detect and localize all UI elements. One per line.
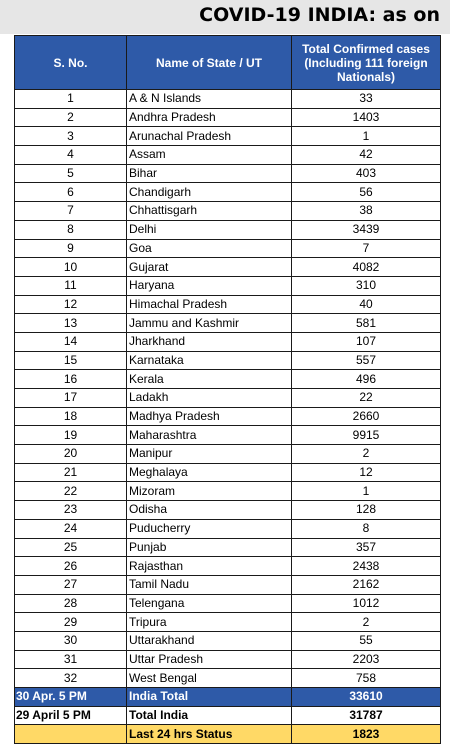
- row-sno: 24: [15, 519, 127, 538]
- row-sno: 5: [15, 164, 127, 183]
- table-row: [15, 463, 441, 482]
- total-cases: 33610: [292, 688, 441, 707]
- row-sno: 8: [15, 220, 127, 239]
- row-cases: 496: [292, 370, 441, 389]
- row-sno: 2: [15, 108, 127, 127]
- table-row: [15, 220, 441, 239]
- row-state-name: Tripura: [127, 613, 292, 632]
- row-sno: 23: [15, 501, 127, 520]
- row-cases: 1: [292, 482, 441, 501]
- row-state-name: A & N Islands: [127, 90, 292, 109]
- table-row: [15, 631, 441, 650]
- row-cases: 3439: [292, 220, 441, 239]
- row-state-name: Chhattisgarh: [127, 202, 292, 221]
- row-sno: 6: [15, 183, 127, 202]
- total-date: 30 Apr. 5 PM: [15, 688, 127, 707]
- row-sno: 17: [15, 389, 127, 408]
- table-row: [15, 164, 441, 183]
- row-state-name: Punjab: [127, 538, 292, 557]
- row-state-name: Gujarat: [127, 258, 292, 277]
- row-state-name: West Bengal: [127, 669, 292, 688]
- row-state-name: Himachal Pradesh: [127, 295, 292, 314]
- previous-date: 29 April 5 PM: [15, 706, 127, 725]
- row-cases: 9915: [292, 426, 441, 445]
- total-label: India Total: [127, 688, 292, 707]
- row-state-name: Madhya Pradesh: [127, 407, 292, 426]
- row-state-name: Karnataka: [127, 351, 292, 370]
- row-sno: 16: [15, 370, 127, 389]
- table-row: [15, 613, 441, 632]
- row-cases: 4082: [292, 258, 441, 277]
- last-24hrs-row: [15, 725, 441, 744]
- row-sno: 1: [15, 90, 127, 109]
- cases-table: [14, 35, 441, 744]
- row-sno: 3: [15, 127, 127, 146]
- table-row: [15, 295, 441, 314]
- last-24hrs-label: Last 24 hrs Status: [127, 725, 292, 744]
- table-row: [15, 108, 441, 127]
- row-cases: 2: [292, 445, 441, 464]
- table-row: [15, 127, 441, 146]
- row-sno: 26: [15, 557, 127, 576]
- row-sno: 11: [15, 276, 127, 295]
- row-sno: 14: [15, 332, 127, 351]
- row-sno: 21: [15, 463, 127, 482]
- row-cases: 40: [292, 295, 441, 314]
- row-cases: 33: [292, 90, 441, 109]
- last-24hrs-empty: [15, 725, 127, 744]
- row-cases: 12: [292, 463, 441, 482]
- table-row: [15, 407, 441, 426]
- row-cases: 7: [292, 239, 441, 258]
- header-cases: Total Confirmed cases (Including 111 foreign Nationals): [292, 36, 441, 90]
- row-state-name: Kerala: [127, 370, 292, 389]
- row-cases: 357: [292, 538, 441, 557]
- table-row: [15, 183, 441, 202]
- row-cases: 22: [292, 389, 441, 408]
- header-name: Name of State / UT: [127, 36, 292, 90]
- table-row: [15, 258, 441, 277]
- row-cases: 38: [292, 202, 441, 221]
- total-row: [15, 688, 441, 707]
- row-state-name: Manipur: [127, 445, 292, 464]
- row-state-name: Puducherry: [127, 519, 292, 538]
- row-state-name: Maharashtra: [127, 426, 292, 445]
- row-state-name: Mizoram: [127, 482, 292, 501]
- row-state-name: Assam: [127, 146, 292, 165]
- table-row: [15, 370, 441, 389]
- row-sno: 25: [15, 538, 127, 557]
- table-row: [15, 239, 441, 258]
- row-sno: 19: [15, 426, 127, 445]
- row-state-name: Jammu and Kashmir: [127, 314, 292, 333]
- row-cases: 581: [292, 314, 441, 333]
- row-cases: 2203: [292, 650, 441, 669]
- row-sno: 13: [15, 314, 127, 333]
- row-sno: 4: [15, 146, 127, 165]
- table-row: [15, 332, 441, 351]
- row-state-name: Meghalaya: [127, 463, 292, 482]
- row-sno: 10: [15, 258, 127, 277]
- table-row: [15, 314, 441, 333]
- row-cases: 310: [292, 276, 441, 295]
- row-cases: 107: [292, 332, 441, 351]
- row-cases: 55: [292, 631, 441, 650]
- previous-cases: 31787: [292, 706, 441, 725]
- row-state-name: Jharkhand: [127, 332, 292, 351]
- row-cases: 758: [292, 669, 441, 688]
- row-cases: 2438: [292, 557, 441, 576]
- row-sno: 29: [15, 613, 127, 632]
- table-row: [15, 650, 441, 669]
- row-state-name: Bihar: [127, 164, 292, 183]
- row-state-name: Odisha: [127, 501, 292, 520]
- previous-total-row: [15, 706, 441, 725]
- table-row: [15, 482, 441, 501]
- row-state-name: Delhi: [127, 220, 292, 239]
- table-row: [15, 669, 441, 688]
- row-cases: 1: [292, 127, 441, 146]
- row-cases: 557: [292, 351, 441, 370]
- row-state-name: Goa: [127, 239, 292, 258]
- row-state-name: Uttar Pradesh: [127, 650, 292, 669]
- table-row: [15, 146, 441, 165]
- table-row: [15, 519, 441, 538]
- row-cases: 56: [292, 183, 441, 202]
- row-sno: 9: [15, 239, 127, 258]
- page-title: COVID-19 INDIA: as on: [199, 4, 440, 26]
- row-sno: 27: [15, 575, 127, 594]
- row-cases: 1403: [292, 108, 441, 127]
- previous-label: Total India: [127, 706, 292, 725]
- last-24hrs-cases: 1823: [292, 725, 441, 744]
- row-state-name: Arunachal Pradesh: [127, 127, 292, 146]
- row-state-name: Ladakh: [127, 389, 292, 408]
- row-state-name: Rajasthan: [127, 557, 292, 576]
- table-row: [15, 445, 441, 464]
- row-sno: 15: [15, 351, 127, 370]
- row-state-name: Uttarakhand: [127, 631, 292, 650]
- row-cases: 2: [292, 613, 441, 632]
- table-row: [15, 389, 441, 408]
- row-cases: 8: [292, 519, 441, 538]
- row-sno: 28: [15, 594, 127, 613]
- row-cases: 2162: [292, 575, 441, 594]
- header-row: [15, 36, 441, 90]
- row-cases: 1012: [292, 594, 441, 613]
- row-sno: 7: [15, 202, 127, 221]
- row-sno: 22: [15, 482, 127, 501]
- row-cases: 128: [292, 501, 441, 520]
- row-sno: 30: [15, 631, 127, 650]
- table-row: [15, 501, 441, 520]
- row-state-name: Tamil Nadu: [127, 575, 292, 594]
- row-sno: 12: [15, 295, 127, 314]
- table-row: [15, 426, 441, 445]
- row-sno: 20: [15, 445, 127, 464]
- table-row: [15, 594, 441, 613]
- row-sno: 18: [15, 407, 127, 426]
- table-row: [15, 276, 441, 295]
- row-cases: 403: [292, 164, 441, 183]
- table-row: [15, 90, 441, 109]
- row-state-name: Andhra Pradesh: [127, 108, 292, 127]
- title-bar: [0, 0, 450, 34]
- table-row: [15, 557, 441, 576]
- table-body: [15, 90, 441, 688]
- table-row: [15, 575, 441, 594]
- row-sno: 32: [15, 669, 127, 688]
- table-row: [15, 351, 441, 370]
- row-cases: 2660: [292, 407, 441, 426]
- header-sno: S. No.: [15, 36, 127, 90]
- row-sno: 31: [15, 650, 127, 669]
- row-state-name: Chandigarh: [127, 183, 292, 202]
- row-state-name: Telengana: [127, 594, 292, 613]
- row-cases: 42: [292, 146, 441, 165]
- row-state-name: Haryana: [127, 276, 292, 295]
- table-row: [15, 538, 441, 557]
- table-row: [15, 202, 441, 221]
